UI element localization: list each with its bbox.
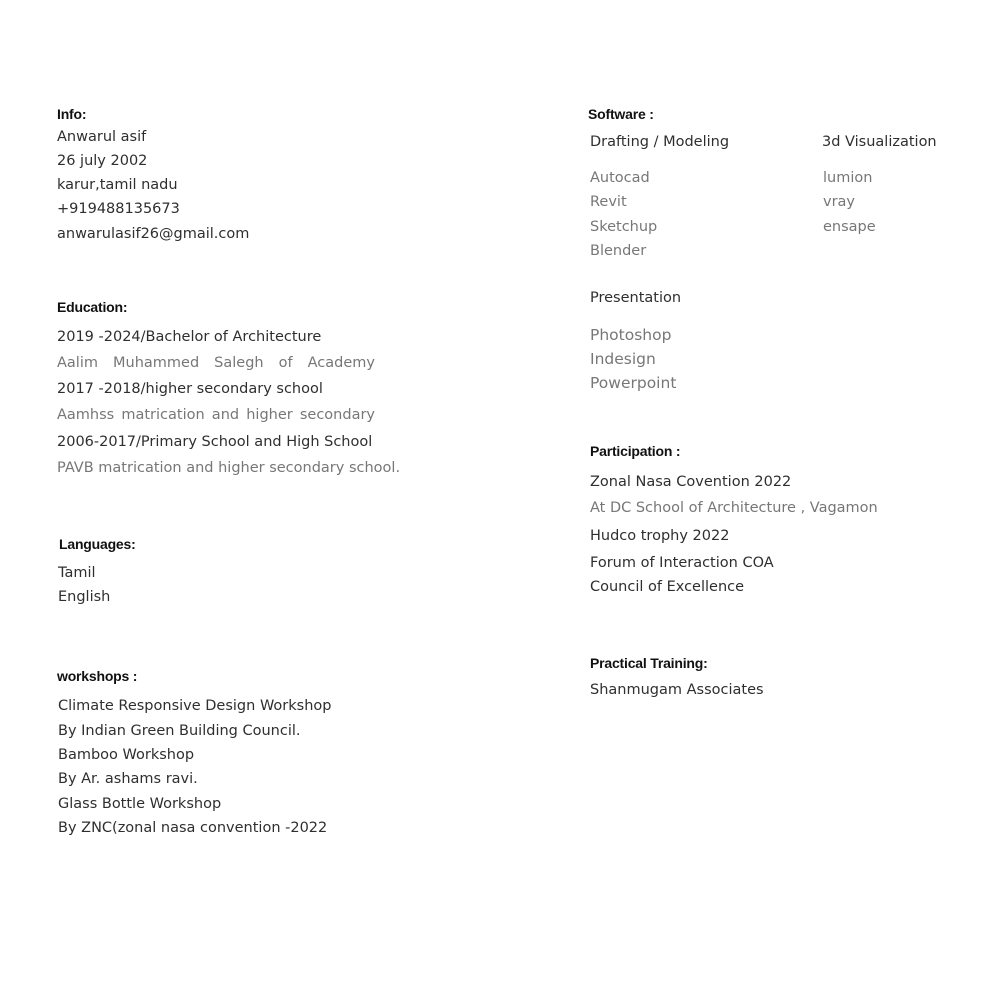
language-item: Tamil (58, 565, 96, 581)
info-phone: +919488135673 (57, 201, 180, 217)
participation-line: Zonal Nasa Covention 2022 (590, 474, 792, 490)
software-heading: Software : (588, 106, 654, 122)
software-item: vray (823, 194, 856, 210)
software-item: Revit (590, 194, 627, 210)
participation-line: Forum of Interaction COA (590, 555, 774, 571)
info-dob: 26 july 2002 (57, 153, 148, 169)
info-name: Anwarul asif (57, 129, 147, 145)
workshops-heading: workshops : (57, 668, 138, 684)
software-item: Sketchup (590, 219, 658, 235)
workshop-line: By ZNC(zonal nasa convention -2022 (58, 820, 328, 836)
education-course: 2017 -2018/higher secondary school (57, 381, 323, 397)
language-item: English (58, 589, 111, 605)
education-course: 2006-2017/Primary School and High School (57, 434, 373, 450)
info-email: anwarulasif26@gmail.com (57, 226, 250, 242)
education-heading: Education: (57, 299, 128, 315)
education-institution: Aamhss matrication and higher secondary (57, 407, 375, 423)
languages-heading: Languages: (59, 536, 136, 552)
participation-heading: Participation : (590, 443, 681, 459)
info-heading: Info: (57, 106, 87, 122)
presentation-title: Presentation (590, 290, 682, 306)
software-item: Blender (590, 243, 647, 259)
workshop-line: By Ar. ashams ravi. (58, 771, 198, 787)
participation-line: Hudco trophy 2022 (590, 528, 730, 544)
workshop-line: Bamboo Workshop (58, 747, 195, 763)
drafting-title: Drafting / Modeling (590, 134, 730, 150)
software-item: Photoshop (590, 326, 672, 344)
participation-line: At DC School of Architecture , Vagamon (590, 500, 878, 516)
training-item: Shanmugam Associates (590, 682, 764, 698)
software-item: Autocad (590, 170, 650, 186)
visualization-title: 3d Visualization (822, 134, 937, 150)
workshop-line: Climate Responsive Design Workshop (58, 698, 332, 714)
software-item: lumion (823, 170, 873, 186)
info-location: karur,tamil nadu (57, 177, 178, 193)
software-item: Powerpoint (590, 374, 677, 392)
training-heading: Practical Training: (590, 655, 708, 671)
participation-line: Council of Excellence (590, 579, 745, 595)
education-institution: Aalim Muhammed Salegh of Academy (57, 355, 375, 371)
workshop-line: Glass Bottle Workshop (58, 796, 222, 812)
workshop-line: By Indian Green Building Council. (58, 723, 301, 739)
education-course: 2019 -2024/Bachelor of Architecture (57, 329, 322, 345)
software-item: ensape (823, 219, 876, 235)
software-item: Indesign (590, 350, 656, 368)
education-institution: PAVB matrication and higher secondary school. (57, 460, 401, 476)
